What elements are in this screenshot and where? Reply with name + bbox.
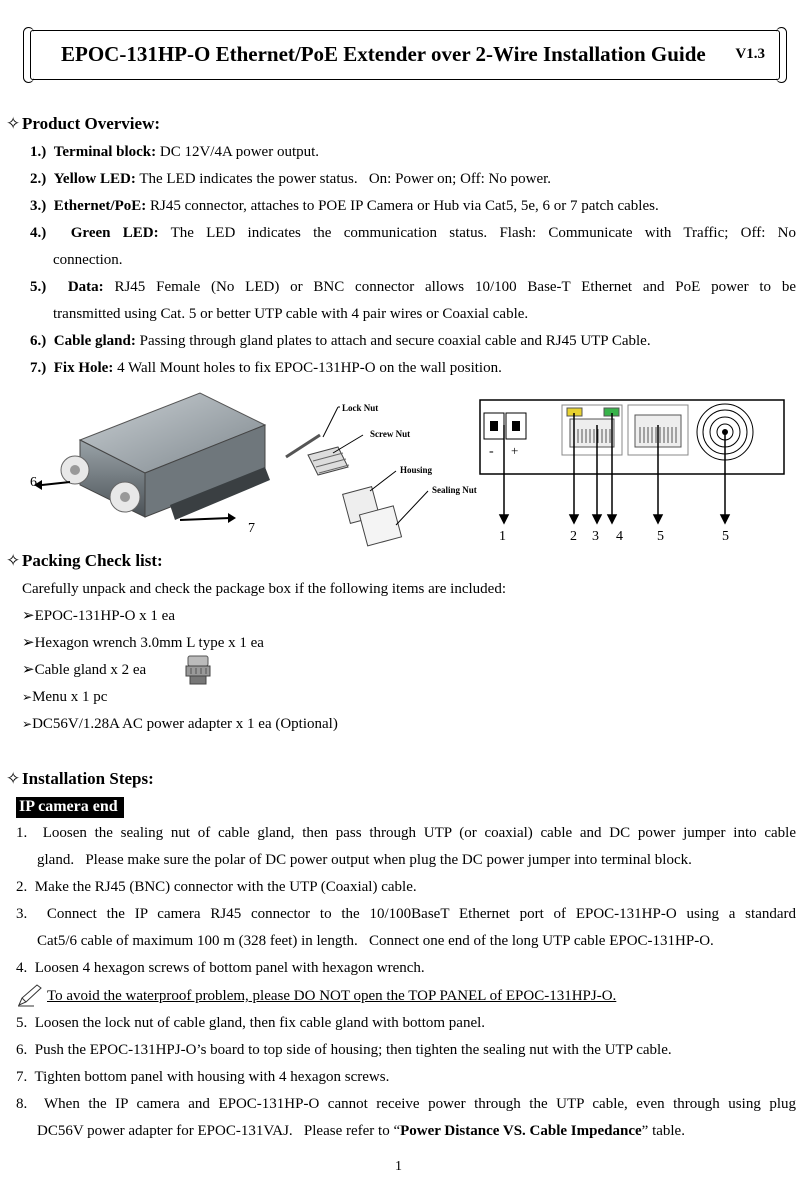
- install-heading: ✧ Installation Steps:: [6, 769, 154, 788]
- diamond-icon: ✧: [6, 769, 21, 788]
- panel-label-3: 3: [592, 529, 599, 544]
- packing-item: ➢DC56V/1.28A AC power adapter x 1 ea (Optional): [22, 716, 338, 732]
- overview-item-4-cont: connection.: [53, 252, 123, 268]
- arrow-bullet-icon: ➢: [22, 662, 35, 678]
- panel-label-1: 1: [499, 529, 506, 544]
- packing-item: ➢Menu x 1 pc: [22, 689, 108, 705]
- install-step-5: 5. Loosen the lock nut of cable gland, then fix cable gland with bottom panel.: [16, 1015, 486, 1031]
- diamond-icon: ✧: [6, 114, 21, 133]
- install-step-7: 7. Tighten bottom panel with housing with 4 hexagon screws.: [16, 1069, 390, 1085]
- overview-item-5: 5.) Data: RJ45 Female (No LED) or BNC connector allows 10/100 Base-T Ethernet and PoE power to be: [30, 279, 796, 295]
- packing-item: ➢Cable gland x 2 ea: [22, 662, 147, 678]
- install-step-3-cont: Cat5/6 cable of maximum 100 m (328 feet) in length. Connect one end of the long UTP cable EPOC-131HP-O.: [37, 933, 714, 949]
- install-step-8-cont: DC56V power adapter for EPOC-131VAJ. Please refer to “Power Distance VS. Cable Impedance” table.: [37, 1123, 685, 1139]
- gland-part-lock-nut: Lock Nut: [342, 403, 379, 413]
- install-step-3: 3. Connect the IP camera RJ45 connector to the 10/100BaseT Ethernet port of EPOC-131HP-O using a standard: [16, 906, 797, 922]
- ip-camera-end-label: IP camera end: [16, 797, 124, 818]
- terminal-minus: -: [489, 444, 494, 459]
- device-illustration: [20, 385, 280, 545]
- arrow-bullet-icon: ➢: [22, 635, 35, 651]
- page-title: EPOC-131HP-O Ethernet/PoE Extender over 2-Wire Installation Guide: [61, 42, 706, 66]
- arrow-bullet-icon: ➢: [22, 690, 33, 704]
- gland-part-screw-nut: Screw Nut: [370, 429, 411, 439]
- install-step-1-cont: gland. Please make sure the polar of DC power output when plug the DC power jumper into terminal block.: [37, 852, 692, 868]
- overview-item-4: 4.) Green LED: The LED indicates the communication status. Flash: Communicate with Traffic; Off: No: [30, 225, 796, 241]
- overview-heading: ✧ Product Overview:: [6, 114, 161, 133]
- panel-label-5b: 5: [722, 529, 729, 544]
- gland-part-sealing-nut: Sealing Nut: [432, 485, 477, 495]
- install-step-8: 8. When the IP camera and EPOC-131HP-O cannot receive power through the UTP cable, even through using plug: [16, 1096, 796, 1112]
- install-step-6: 6. Push the EPOC-131HPJ-O’s board to top side of housing; then tighten the sealing nut with the UTP cable.: [16, 1042, 672, 1058]
- gland-part-housing: Housing: [400, 465, 433, 475]
- packing-item: ➢Hexagon wrench 3.0mm L type x 1 ea: [22, 635, 264, 651]
- overview-item-1: 1.) Terminal block: DC 12V/4A power output.: [30, 144, 320, 160]
- panel-label-2: 2: [570, 529, 577, 544]
- page-number: 1: [395, 1159, 402, 1174]
- cable-gland-diagram: [278, 395, 478, 555]
- overview-item-6: 6.) Cable gland: Passing through gland plates to attach and secure coaxial cable and RJ45 UTP Cable.: [30, 333, 651, 349]
- version-label: V1.3: [735, 46, 765, 62]
- cable-gland-icon: [183, 654, 213, 686]
- packing-intro: Carefully unpack and check the package box if the following items are included:: [22, 581, 506, 597]
- overview-item-2: 2.) Yellow LED: The LED indicates the power status. On: Power on; Off: No power.: [30, 171, 552, 187]
- install-step-1: 1. Loosen the sealing nut of cable gland, then pass through UTP (or coaxial) cable and DC power jumper into cable: [16, 825, 796, 841]
- install-step-2: 2. Make the RJ45 (BNC) connector with the UTP (Coaxial) cable.: [16, 879, 417, 895]
- overview-item-5-cont: transmitted using Cat. 5 or better UTP cable with 4 pair wires or Coaxial cable.: [53, 306, 529, 322]
- title-box: [30, 30, 780, 80]
- device-label-6: 6: [30, 475, 37, 490]
- install-step-4: 4. Loosen 4 hexagon screws of bottom panel with hexagon wrench.: [16, 960, 425, 976]
- arrow-bullet-icon: ➢: [22, 717, 33, 731]
- diamond-icon: ✧: [6, 551, 21, 570]
- panel-diagram: [470, 395, 800, 550]
- device-label-7: 7: [248, 521, 255, 536]
- panel-label-4: 4: [616, 529, 623, 544]
- arrow-bullet-icon: ➢: [22, 608, 35, 624]
- warning-note: To avoid the waterproof problem, please DO NOT open the TOP PANEL of EPOC-131HPJ-O.: [47, 988, 617, 1004]
- overview-item-3: 3.) Ethernet/PoE: RJ45 connector, attaches to POE IP Camera or Hub via Cat5, 5e, 6 or 7 patch cables.: [30, 198, 659, 214]
- packing-heading: ✧ Packing Check list:: [6, 551, 163, 570]
- panel-label-5a: 5: [657, 529, 664, 544]
- note-pen-icon: [16, 982, 44, 1008]
- overview-item-7: 7.) Fix Hole: 4 Wall Mount holes to fix EPOC-131HP-O on the wall position.: [30, 360, 502, 376]
- terminal-plus: +: [511, 443, 519, 458]
- packing-item: ➢EPOC-131HP-O x 1 ea: [22, 608, 175, 624]
